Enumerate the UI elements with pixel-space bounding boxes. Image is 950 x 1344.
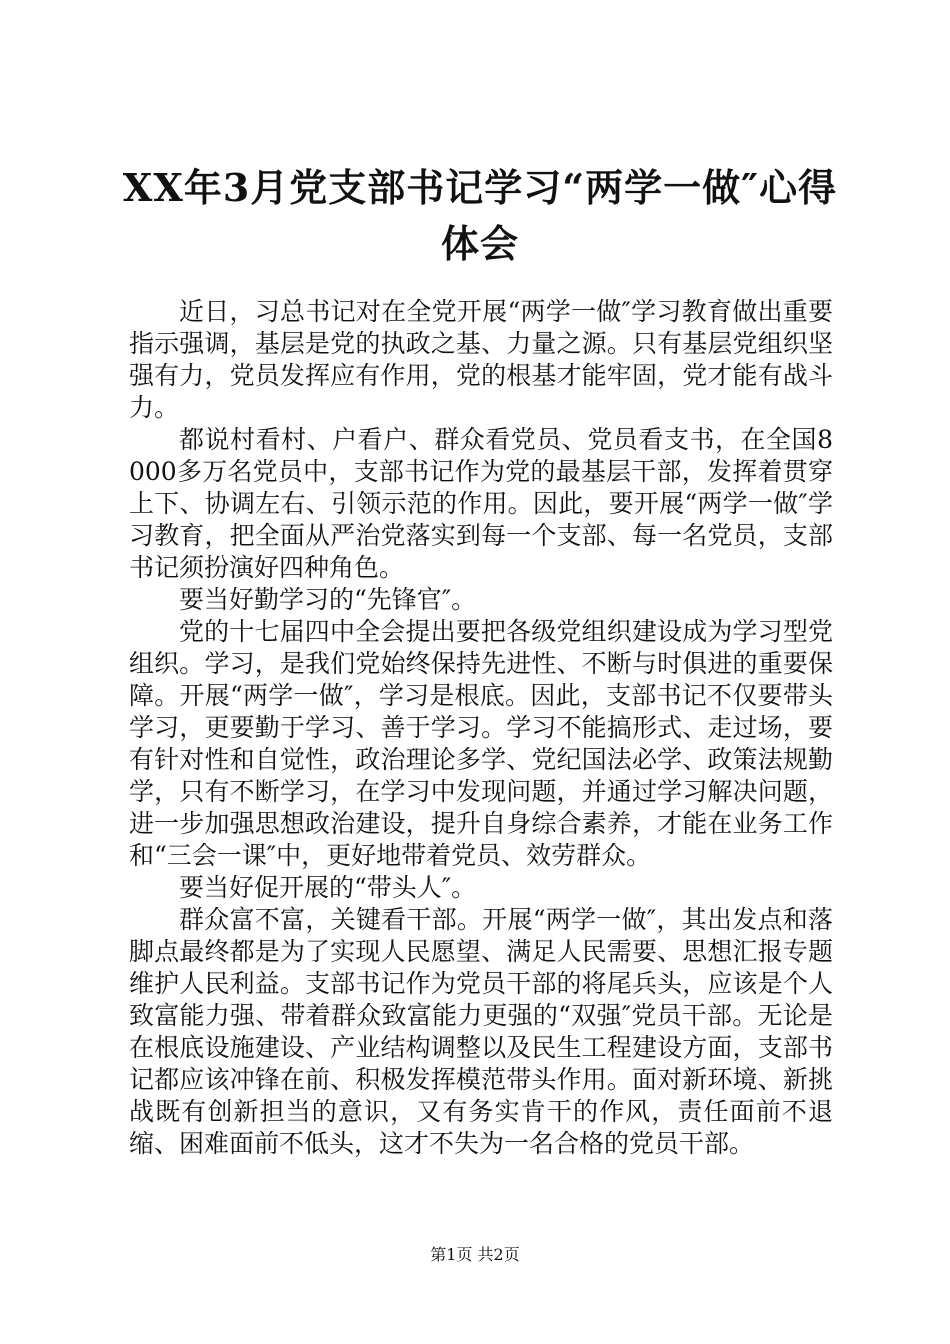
- page-number-footer: 第1页 共2页: [430, 1245, 520, 1264]
- paragraph: 党的十七届四中全会提出要把各级党组织建设成为学习型党组织。学习，是我们党始终保持先进性、不断与时俱进的重要保障。开展“两学一做″，学习是根底。因此，支部书记不仅要带头学习，更要勤于学习、善于学习。学习不能搞形式、走过场，要有针对性和自觉性，政治理论多学、党纪国法必学、政策法规勤学，只有不断学习，在学习中发现问题，并通过学习解决问题，进一步加强思想政治建设，提升自身综合素养，才能在业务工作和“三会一课″中，更好地带着党员、效劳群众。: [129, 617, 833, 870]
- paragraph: 群众富不富，关键看干部。开展“两学一做″，其出发点和落脚点最终都是为了实现人民愿望、满足人民需要、思想汇报专题维护人民利益。支部书记作为党员干部的将尾兵头，应该是个人致富能力强、带着群众致富能力更强的“双强″党员干部。无论是在根底设施建设、产业结构调整以及民生工程建设方面，支部书记都应该冲锋在前、积极发挥模范带头作用。面对新环境、新挑战既有创新担当的意识，又有务实肯干的作风，责任面前不退缩、困难面前不低头，这才不失为一名合格的党员干部。: [129, 905, 833, 1158]
- document-title: XX年3月党支部书记学习“两学一做″心得体会: [122, 165, 838, 266]
- paragraph: 近日，习总书记对在全党开展“两学一做″学习教育做出重要指示强调，基层是党的执政之基、力量之源。只有基层党组织坚强有力，党员发挥应有作用，党的根基才能牢固，党才能有战斗力。: [129, 297, 833, 422]
- document-body: [129, 296, 833, 1160]
- paragraph: 都说村看村、户看户、群众看党员、党员看支书，在全国8000多万名党员中，支部书记作为党的最基层干部，发挥着贯穿上下、协调左右、引领示范的作用。因此，要开展“两学一做″学习教育，把全面从严治党落实到每一个支部、每一名党员，支部书记须扮演好四种角色。: [129, 425, 833, 582]
- section-heading: 要当好勤学习的“先锋官″。: [179, 585, 477, 614]
- section-heading: 要当好促开展的“带头人″。: [179, 873, 477, 902]
